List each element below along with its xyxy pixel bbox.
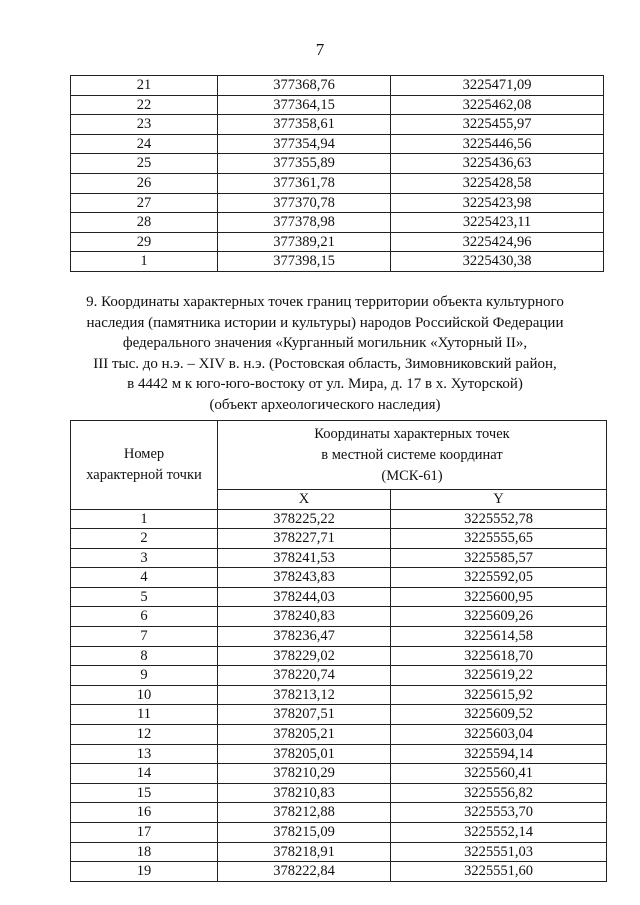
cell-point: 13 [71,744,218,764]
cell-point: 12 [71,725,218,745]
heading-line: в 4442 м к юго-юго-востоку от ул. Мира, д. 17 в х. Хуторской) [127,376,523,392]
cell-x: 378218,91 [218,842,391,862]
cell-point: 19 [71,862,218,882]
cell-x: 377364,15 [218,95,391,115]
table-row [71,213,604,233]
table-row [71,193,604,213]
cell-x: 378215,09 [218,823,391,843]
cell-point: 29 [71,232,218,252]
table-row [71,529,607,549]
cell-x: 378210,29 [218,764,391,784]
cell-x: 378236,47 [218,627,391,647]
cell-point: 28 [71,213,218,233]
cell-point: 22 [71,95,218,115]
cell-y: 3225585,57 [391,548,607,568]
cell-x: 377389,21 [218,232,391,252]
cell-x: 377361,78 [218,173,391,193]
table-row [71,568,607,588]
cell-y: 3225560,41 [391,764,607,784]
cell-x: 378205,21 [218,725,391,745]
table-row [71,232,604,252]
heading-line: 9. Координаты характерных точек границ территории объекта культурного [86,294,564,310]
cell-y: 3225609,26 [391,607,607,627]
heading-line: наследия (памятника истории и культуры) народов Российской Федерации [86,314,564,331]
cell-x: 378213,12 [218,685,391,705]
table-row [71,154,604,174]
cell-point: 2 [71,529,218,549]
section-9-heading [60,292,590,415]
cell-x: 377378,98 [218,213,391,233]
cell-point: 14 [71,764,218,784]
cell-point: 1 [71,509,218,529]
table-row [71,764,607,784]
cell-y: 3225594,14 [391,744,607,764]
table-row [71,587,607,607]
cell-x: 377398,15 [218,252,391,272]
cell-y: 3225619,22 [391,666,607,686]
cell-point: 15 [71,783,218,803]
cell-y: 3225614,58 [391,627,607,647]
cell-point: 23 [71,115,218,135]
table-row [71,685,607,705]
cell-point: 1 [71,252,218,272]
cell-y: 3225551,60 [391,862,607,882]
cell-y: 3225455,97 [391,115,604,135]
cell-x: 378241,53 [218,548,391,568]
coordinates-table-continued [70,75,604,272]
cell-x: 378244,03 [218,587,391,607]
cell-y: 3225446,56 [391,134,604,154]
page-number: 7 [315,40,325,59]
cell-y: 3225609,52 [391,705,607,725]
cell-y: 3225553,70 [391,803,607,823]
cell-x: 378240,83 [218,607,391,627]
cell-y: 3225615,92 [391,685,607,705]
cell-point: 17 [71,823,218,843]
cell-y: 3225592,05 [391,568,607,588]
table-row [71,666,607,686]
cell-point: 3 [71,548,218,568]
cell-x: 378212,88 [218,803,391,823]
heading-line: (объект археологического наследия) [209,396,441,413]
table-row [71,627,607,647]
heading-line: федерального значения «Курганный могильник «Хуторный II», [122,335,528,351]
cell-y: 3225600,95 [391,587,607,607]
cell-y: 3225462,08 [391,95,604,115]
cell-y: 3225424,96 [391,232,604,252]
cell-point: 27 [71,193,218,213]
cell-y: 3225436,63 [391,154,604,174]
header-text: Координаты характерных точек [314,425,510,442]
heading-line: III тыс. до н.э. – XIV в. н.э. (Ростовская область, Зимовниковский район, [93,355,557,372]
cell-x: 377358,61 [218,115,391,135]
cell-point: 10 [71,685,218,705]
cell-point: 7 [71,627,218,647]
table-row [71,134,604,154]
cell-point: 5 [71,587,218,607]
cell-x: 377355,89 [218,154,391,174]
table-row [71,115,604,135]
cell-y: 3225552,14 [391,823,607,843]
cell-x: 378207,51 [218,705,391,725]
cell-point: 9 [71,666,218,686]
cell-y: 3225423,98 [391,193,604,213]
cell-y: 3225552,78 [391,509,607,529]
cell-x: 378205,01 [218,744,391,764]
cell-x: 378243,83 [218,568,391,588]
table-row [71,173,604,193]
cell-x: 377370,78 [218,193,391,213]
cell-x: 377354,94 [218,134,391,154]
table-row [71,705,607,725]
cell-x: 378222,84 [218,862,391,882]
table-row [71,95,604,115]
cell-y: 3225423,11 [391,213,604,233]
table-row [71,725,607,745]
table-row [71,783,607,803]
cell-x: 378210,83 [218,783,391,803]
cell-y: 3225430,38 [391,252,604,272]
cell-point: 8 [71,646,218,666]
coordinates-table-section-9 [70,420,607,882]
cell-point: 11 [71,705,218,725]
cell-y: 3225428,58 [391,173,604,193]
header-text: (МСК-61) [381,467,443,484]
cell-point: 25 [71,154,218,174]
header-y: Y [391,490,607,510]
cell-y: 3225471,09 [391,76,604,96]
cell-y: 3225618,70 [391,646,607,666]
cell-x: 378227,71 [218,529,391,549]
header-text: характерной точки [86,466,202,483]
cell-y: 3225603,04 [391,725,607,745]
cell-point: 16 [71,803,218,823]
table-row [71,509,607,529]
table-row [71,744,607,764]
table-row [71,548,607,568]
table-row [71,646,607,666]
header-coordinates [218,421,607,490]
cell-y: 3225551,03 [391,842,607,862]
cell-point: 26 [71,173,218,193]
table-row [71,862,607,882]
header-text: Номер [123,445,165,462]
header-x: X [218,490,391,510]
table-row [71,607,607,627]
cell-point: 24 [71,134,218,154]
cell-x: 378229,02 [218,646,391,666]
cell-point: 4 [71,568,218,588]
header-text: в местной системе координат [321,446,503,463]
cell-x: 377368,76 [218,76,391,96]
cell-y: 3225555,65 [391,529,607,549]
cell-point: 6 [71,607,218,627]
table-row [71,76,604,96]
table-row [71,803,607,823]
table-row [71,252,604,272]
table-row [71,842,607,862]
cell-point: 21 [71,76,218,96]
table-row [71,823,607,843]
cell-x: 378225,22 [218,509,391,529]
cell-x: 378220,74 [218,666,391,686]
cell-y: 3225556,82 [391,783,607,803]
cell-point: 18 [71,842,218,862]
header-point-number [71,421,218,510]
